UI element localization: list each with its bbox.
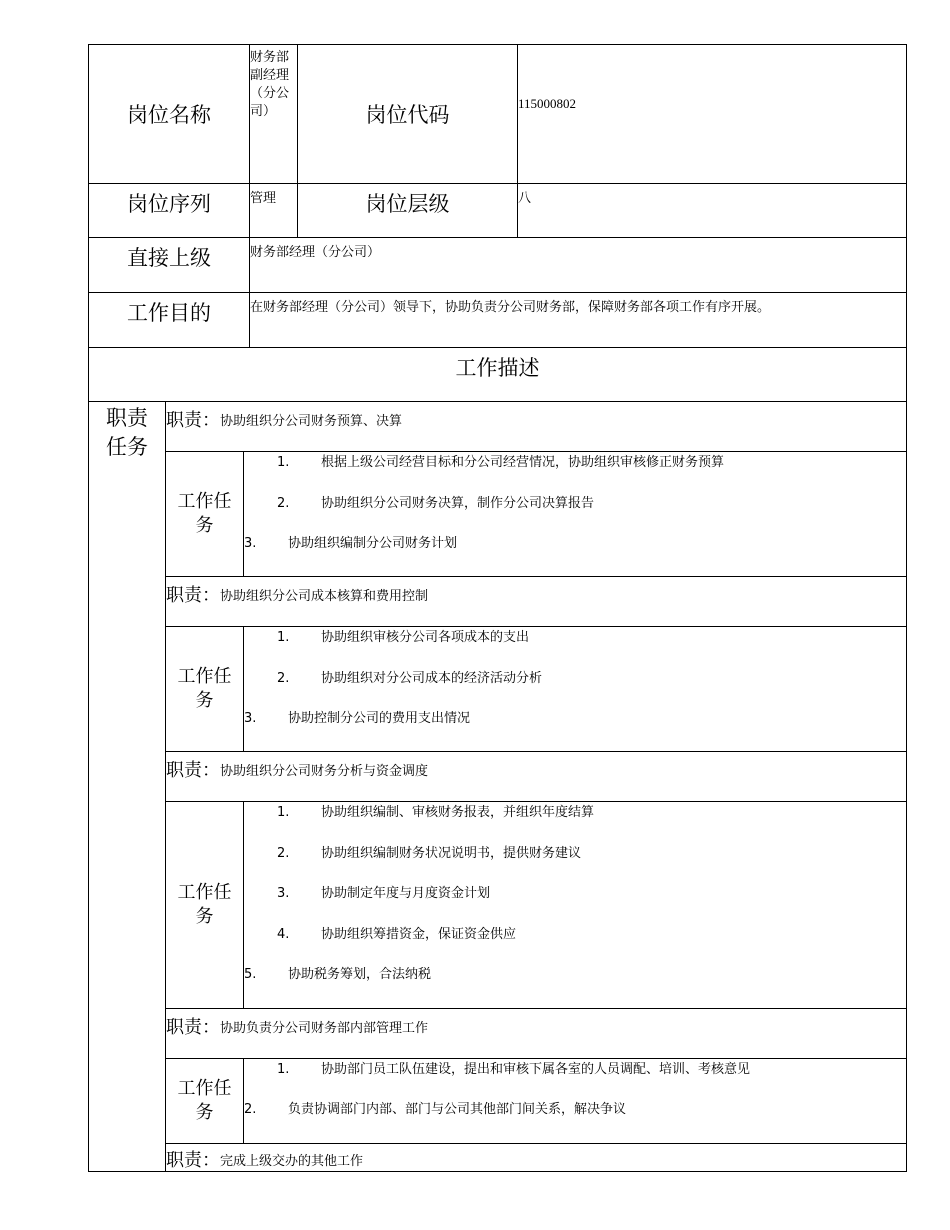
superior-label: 直接上级 <box>88 237 250 293</box>
task-label: 工作任务 <box>165 801 244 1009</box>
duty-prefix: 职责： <box>166 1150 220 1171</box>
task-list <box>243 801 907 1009</box>
duty-title: 协助组织分公司财务分析与资金调度 <box>220 764 429 779</box>
task-item: 1. 协助部门员工队伍建设，提出和审核下属各室的人员调配、培训、考核意见 <box>277 1062 751 1077</box>
task-label: 工作任务 <box>165 626 244 752</box>
task-item: 1. 协助组织审核分公司各项成本的支出 <box>277 630 530 645</box>
duty-title: 协助组织分公司财务预算、决算 <box>220 414 403 429</box>
duty-prefix: 职责： <box>166 1017 220 1038</box>
duty-title: 协助负责分公司财务部内部管理工作 <box>220 1021 429 1036</box>
task-list <box>243 451 907 577</box>
task-item: 3. 协助制定年度与月度资金计划 <box>277 886 491 901</box>
task-list <box>243 626 907 752</box>
duty-row <box>165 751 907 802</box>
position-name-value: 财务部副经理（分公司） <box>249 44 298 184</box>
task-item: 2. 负责协调部门内部、部门与公司其他部门间关系，解决争议 <box>244 1102 627 1117</box>
duties-label: 职责任务 <box>88 401 166 1172</box>
description-title: 工作描述 <box>88 347 907 402</box>
task-item: 3. 协助控制分公司的费用支出情况 <box>244 711 471 726</box>
task-item: 2. 协助组织对分公司成本的经济活动分析 <box>277 671 543 686</box>
task-label: 工作任务 <box>165 1058 244 1144</box>
level-label: 岗位层级 <box>297 183 518 238</box>
superior-value: 财务部经理（分公司） <box>249 237 907 293</box>
task-item: 3. 协助组织编制分公司财务计划 <box>244 536 458 551</box>
task-item: 2. 协助组织编制财务状况说明书，提供财务建议 <box>277 846 582 861</box>
task-item: 1. 协助组织编制、审核财务报表，并组织年度结算 <box>277 805 595 820</box>
task-list <box>243 1058 907 1144</box>
sequence-label: 岗位序列 <box>88 183 250 238</box>
duty-row <box>165 401 907 452</box>
position-code-label: 岗位代码 <box>297 44 518 184</box>
sequence-value: 管理 <box>249 183 298 238</box>
duty-row <box>165 1143 907 1172</box>
task-item: 1. 根据上级公司经营目标和分公司经营情况，协助组织审核修正财务预算 <box>277 455 725 470</box>
task-item: 5. 协助税务筹划，合法纳税 <box>244 967 432 982</box>
duty-prefix: 职责： <box>166 585 220 606</box>
task-item: 4. 协助组织筹措资金，保证资金供应 <box>277 927 517 942</box>
position-code-value: 115000802 <box>517 44 907 184</box>
duty-title: 完成上级交办的其他工作 <box>220 1154 364 1169</box>
duty-title: 协助组织分公司成本核算和费用控制 <box>220 589 429 604</box>
task-item: 2. 协助组织分公司财务决算，制作分公司决算报告 <box>277 496 595 511</box>
purpose-value: 在财务部经理（分公司）领导下，协助负责分公司财务部，保障财务部各项工作有序开展。 <box>249 292 907 348</box>
position-name-label: 岗位名称 <box>88 44 250 184</box>
duty-prefix: 职责： <box>166 410 220 431</box>
level-value: 八 <box>517 183 907 238</box>
duty-prefix: 职责： <box>166 760 220 781</box>
task-label: 工作任务 <box>165 451 244 577</box>
duty-row <box>165 1008 907 1059</box>
duty-row <box>165 576 907 627</box>
purpose-label: 工作目的 <box>88 292 250 348</box>
